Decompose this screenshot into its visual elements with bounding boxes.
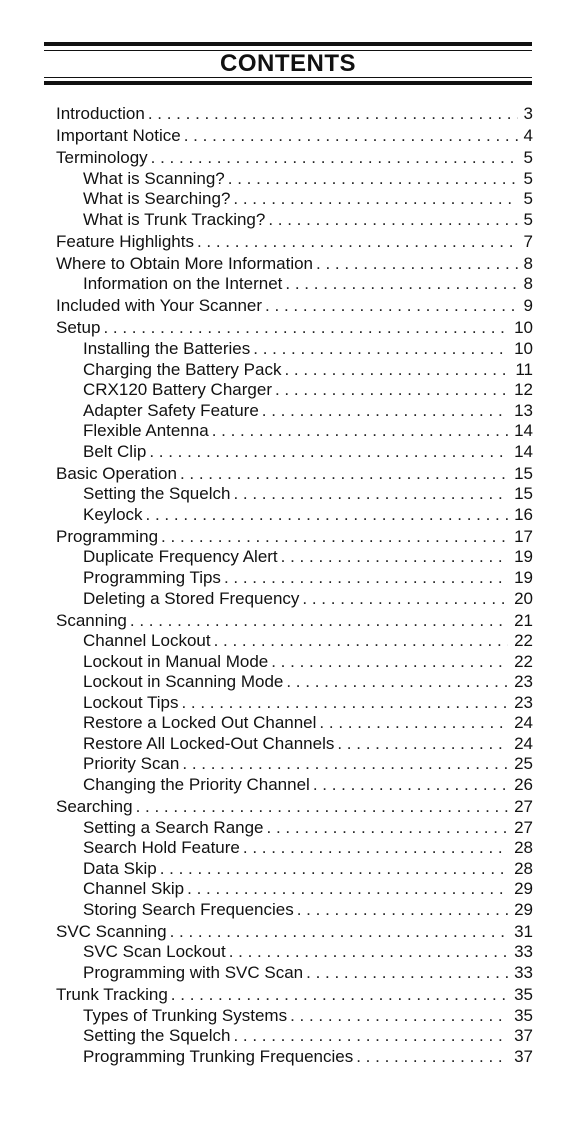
toc-entry-label: Introduction (56, 104, 145, 123)
toc-subsection-entry (56, 693, 533, 714)
toc-entry-label: Duplicate Frequency Alert (83, 547, 278, 567)
toc-entry-label: Storing Search Frequencies (83, 899, 294, 919)
toc-section-entry (56, 318, 533, 339)
toc-entry-page-number: 23 (514, 672, 533, 692)
toc-dot-leader (233, 1026, 508, 1047)
toc-subsection-entry (56, 589, 533, 610)
toc-section-entry (56, 232, 533, 253)
toc-subsection-entry (56, 818, 533, 839)
toc-dot-leader (146, 505, 509, 526)
toc-subsection-entry (56, 360, 533, 381)
toc-dot-leader (171, 985, 508, 1006)
toc-dot-leader (337, 734, 508, 755)
toc-entry-label: Programming (56, 526, 159, 546)
toc-dot-leader (316, 254, 518, 275)
toc-dot-leader (187, 879, 508, 900)
toc-entry-page-number: 23 (514, 692, 533, 712)
toc-subsection-entry (56, 169, 533, 190)
toc-entry-label: Installing the Batteries (83, 339, 251, 359)
toc-section-entry (56, 527, 533, 548)
toc-entry-page-number: 14 (514, 441, 533, 461)
toc-entry-label: Lockout in Manual Mode (83, 651, 269, 671)
toc-dot-leader (265, 296, 517, 317)
toc-dot-leader (136, 797, 509, 818)
toc-entry-page-number: 28 (514, 858, 533, 878)
toc-entry-label: Lockout Tips (83, 692, 179, 712)
toc-subsection-entry (56, 754, 533, 775)
toc-entry-label: Channel Lockout (83, 631, 211, 651)
toc-entry-label: Data Skip (83, 858, 157, 878)
toc-section-entry (56, 922, 533, 943)
toc-subsection-entry (56, 380, 533, 401)
toc-dot-leader (214, 631, 508, 652)
toc-subsection-entry (56, 652, 533, 673)
toc-subsection-entry (56, 421, 533, 442)
toc-section-entry (56, 296, 533, 317)
toc-entry-label: Setting the Squelch (83, 1026, 231, 1046)
header-rule-bottom-thick (44, 81, 532, 85)
toc-entry-label: Belt Clip (83, 441, 147, 461)
toc-section-entry (56, 104, 533, 125)
toc-entry-label: Search Hold Feature (83, 838, 240, 858)
toc-dot-leader (184, 126, 518, 147)
toc-entry-page-number: 37 (514, 1046, 533, 1066)
toc-entry-label: Flexible Antenna (83, 421, 209, 441)
toc-entry-page-number: 7 (523, 231, 533, 251)
toc-subsection-entry (56, 1047, 533, 1068)
toc-subsection-entry (56, 734, 533, 755)
toc-dot-leader (243, 838, 508, 859)
toc-dot-leader (233, 484, 508, 505)
toc-entry-page-number: 16 (514, 504, 533, 524)
toc-entry-label: Important Notice (56, 126, 181, 146)
toc-entry-label: Included with Your Scanner (56, 296, 263, 316)
toc-entry-label: What is Scanning? (83, 168, 225, 188)
toc-subsection-entry (56, 838, 533, 859)
toc-entry-page-number: 9 (523, 296, 533, 316)
toc-entry-label: Keylock (83, 504, 143, 524)
toc-entry-page-number: 25 (514, 754, 533, 774)
toc-entry-page-number: 11 (515, 359, 533, 379)
header-rule-bottom-thin (44, 77, 532, 78)
toc-subsection-entry (56, 859, 533, 880)
toc-entry-page-number: 22 (514, 631, 533, 651)
toc-subsection-entry (56, 631, 533, 652)
toc-subsection-entry (56, 1006, 533, 1027)
toc-entry-label: Scanning (56, 610, 127, 630)
toc-entry-label: Programming Trunking Frequencies (83, 1046, 354, 1066)
toc-entry-page-number: 29 (514, 899, 533, 919)
toc-dot-leader (306, 963, 508, 984)
toc-entry-page-number: 8 (523, 253, 533, 273)
toc-entry-page-number: 10 (514, 318, 533, 338)
toc-entry-page-number: 19 (514, 568, 533, 588)
toc-section-entry (56, 611, 533, 632)
toc-entry-page-number: 37 (514, 1026, 533, 1046)
toc-dot-leader (262, 401, 508, 422)
toc-subsection-entry (56, 879, 533, 900)
toc-dot-leader (297, 900, 508, 921)
toc-entry-label: What is Trunk Tracking? (83, 209, 266, 229)
toc-entry-label: Where to Obtain More Information (56, 253, 314, 273)
toc-dot-leader (160, 859, 508, 880)
toc-dot-leader (271, 652, 508, 673)
toc-dot-leader (275, 380, 508, 401)
toc-entry-label: Basic Operation (56, 463, 177, 483)
table-of-contents (56, 104, 533, 1067)
toc-entry-page-number: 27 (514, 817, 533, 837)
toc-entry-label: Channel Skip (83, 879, 185, 899)
toc-entry-label: SVC Scan Lockout (83, 942, 226, 962)
toc-dot-leader (302, 589, 508, 610)
toc-entry-page-number: 10 (514, 339, 533, 359)
toc-dot-leader (148, 104, 518, 125)
toc-entry-label: Changing the Priority Channel (83, 775, 310, 794)
toc-entry-page-number: 17 (514, 526, 533, 546)
toc-entry-label: Restore All Locked-Out Channels (83, 733, 335, 753)
toc-dot-leader (313, 775, 508, 796)
toc-section-entry (56, 148, 533, 169)
toc-entry-label: Feature Highlights (56, 231, 194, 251)
header-rule-top-thick (44, 42, 532, 46)
toc-dot-leader (151, 148, 518, 169)
toc-section-entry (56, 126, 533, 147)
toc-subsection-entry (56, 484, 533, 505)
toc-dot-leader (130, 611, 508, 632)
toc-entry-label: Setting the Squelch (83, 484, 231, 504)
toc-dot-leader (286, 672, 508, 693)
toc-entry-label: Information on the Internet (83, 274, 283, 294)
toc-entry-label: Lockout in Scanning Mode (83, 672, 284, 692)
toc-subsection-entry (56, 942, 533, 963)
toc-dot-leader (319, 713, 508, 734)
toc-dot-leader (253, 339, 508, 360)
toc-dot-leader (228, 169, 518, 190)
toc-entry-page-number: 5 (523, 168, 533, 188)
toc-dot-leader (284, 360, 509, 381)
toc-entry-page-number: 33 (514, 962, 533, 982)
toc-dot-leader (285, 274, 517, 295)
toc-entry-label: Trunk Tracking (56, 984, 168, 1004)
toc-entry-page-number: 14 (514, 421, 533, 441)
toc-subsection-entry (56, 189, 533, 210)
toc-entry-label: Setup (56, 318, 101, 338)
toc-subsection-entry (56, 672, 533, 693)
toc-entry-page-number: 21 (514, 610, 533, 630)
toc-entry-page-number: 31 (514, 921, 533, 941)
toc-entry-page-number: 22 (514, 651, 533, 671)
toc-entry-page-number: 5 (523, 189, 533, 209)
toc-dot-leader (356, 1047, 508, 1068)
toc-subsection-entry (56, 775, 533, 796)
toc-dot-leader (281, 547, 508, 568)
toc-entry-label: Programming Tips (83, 568, 221, 588)
toc-entry-page-number: 15 (514, 463, 533, 483)
toc-entry-page-number: 29 (514, 879, 533, 899)
toc-subsection-entry (56, 547, 533, 568)
toc-entry-page-number: 13 (514, 400, 533, 420)
toc-entry-page-number: 15 (514, 484, 533, 504)
toc-entry-page-number: 3 (523, 104, 533, 123)
toc-entry-page-number: 26 (514, 775, 533, 794)
toc-dot-leader (180, 464, 508, 485)
toc-dot-leader (267, 818, 509, 839)
page-title: CONTENTS (220, 50, 356, 77)
contents-header (44, 42, 532, 88)
toc-section-entry (56, 985, 533, 1006)
toc-entry-page-number: 5 (523, 148, 533, 168)
toc-entry-label: Charging the Battery Pack (83, 359, 282, 379)
toc-entry-page-number: 20 (514, 588, 533, 608)
toc-entry-page-number: 19 (514, 547, 533, 567)
toc-section-entry (56, 797, 533, 818)
toc-dot-leader (161, 527, 508, 548)
toc-entry-label: What is Searching? (83, 189, 231, 209)
toc-dot-leader (182, 754, 508, 775)
toc-entry-page-number: 12 (514, 380, 533, 400)
toc-dot-leader (290, 1006, 508, 1027)
toc-subsection-entry (56, 339, 533, 360)
toc-entry-page-number: 33 (514, 942, 533, 962)
toc-entry-page-number: 24 (514, 713, 533, 733)
toc-subsection-entry (56, 274, 533, 295)
toc-entry-label: Deleting a Stored Frequency (83, 588, 300, 608)
toc-entry-page-number: 8 (523, 274, 533, 294)
toc-dot-leader (181, 693, 508, 714)
toc-section-entry (56, 254, 533, 275)
toc-dot-leader (212, 421, 508, 442)
toc-dot-leader (224, 568, 508, 589)
toc-subsection-entry (56, 963, 533, 984)
toc-entry-page-number: 24 (514, 733, 533, 753)
toc-entry-label: Programming with SVC Scan (83, 962, 304, 982)
toc-entry-page-number: 35 (514, 1005, 533, 1025)
toc-dot-leader (197, 232, 518, 253)
toc-entry-label: SVC Scanning (56, 921, 167, 941)
toc-entry-label: Restore a Locked Out Channel (83, 713, 317, 733)
toc-entry-page-number: 5 (523, 209, 533, 229)
toc-entry-label: Priority Scan (83, 754, 180, 774)
toc-entry-label: Setting a Search Range (83, 817, 264, 837)
toc-dot-leader (268, 210, 517, 231)
toc-subsection-entry (56, 900, 533, 921)
toc-subsection-entry (56, 505, 533, 526)
toc-entry-label: Adapter Safety Feature (83, 400, 259, 420)
toc-entry-label: Searching (56, 797, 133, 817)
toc-entry-label: Terminology (56, 148, 148, 168)
toc-entry-page-number: 27 (514, 797, 533, 817)
toc-dot-leader (149, 442, 508, 463)
toc-dot-leader (229, 942, 508, 963)
toc-entry-label: Types of Trunking Systems (83, 1005, 288, 1025)
toc-dot-leader (103, 318, 508, 339)
toc-section-entry (56, 464, 533, 485)
toc-dot-leader (233, 189, 517, 210)
toc-subsection-entry (56, 210, 533, 231)
toc-subsection-entry (56, 401, 533, 422)
toc-subsection-entry (56, 442, 533, 463)
toc-subsection-entry (56, 568, 533, 589)
toc-entry-label: CRX120 Battery Charger (83, 380, 272, 400)
toc-entry-page-number: 4 (523, 126, 533, 146)
toc-entry-page-number: 28 (514, 838, 533, 858)
toc-entry-page-number: 35 (514, 984, 533, 1004)
toc-subsection-entry (56, 713, 533, 734)
toc-dot-leader (170, 922, 509, 943)
toc-subsection-entry (56, 1026, 533, 1047)
